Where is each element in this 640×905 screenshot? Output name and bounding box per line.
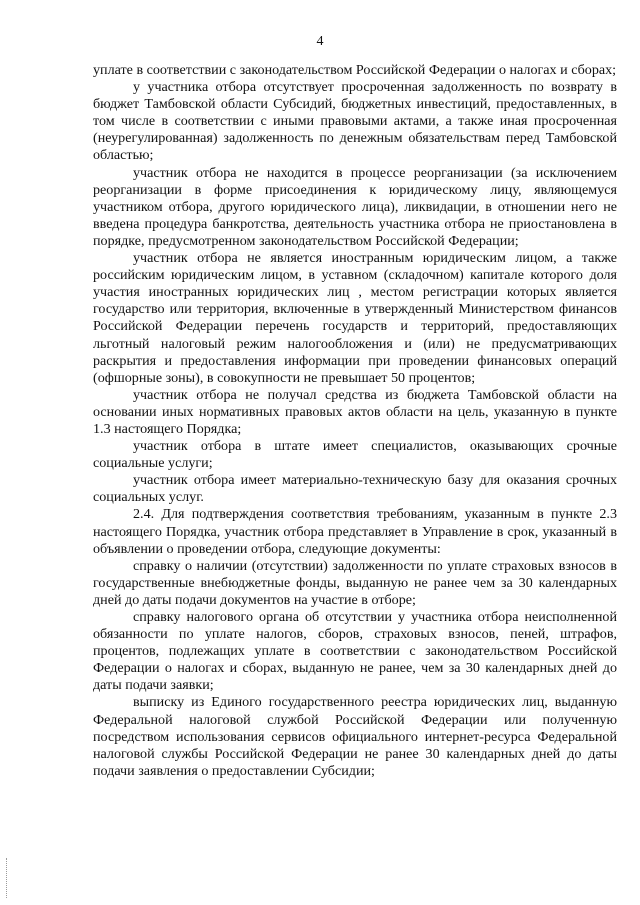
paragraph: справку о наличии (отсутствии) задолженности по уплате страховых взносов в государственные внебюджетные фонды, выданную не ранее чем за 30 календарных дней до даты подачи документов на участие в отборе;	[93, 557, 617, 608]
paragraph: выписку из Единого государственного реестра юридических лиц, выданную Федеральной налоговой службой Российской Федерации или полученную посредством использования сервисов официального интернет-ресурса Федеральной налоговой службы Российской Федерации не ранее 30 календарных дней до даты подачи заявления о предоставлении Субсидии;	[93, 694, 617, 779]
paragraph: справку налогового органа об отсутствии у участника отбора неисполненной обязанности по уплате налогов, сборов, страховых взносов, пеней, штрафов, процентов, подлежащих уплате в соответствии с законодательством Российской Федерации о налогах и сборах, выданную не ранее, чем за 30 календарных дней до даты подачи заявки;	[93, 609, 617, 694]
paragraph: у участника отбора отсутствует просроченная задолженность по возврату в бюджет Тамбовской области Субсидий, бюджетных инвестиций, предоставленных, в том числе в соответствии с иными правовыми актами, а также иная просроченная (неурегулированная) задолженность по денежным обязательствам перед Тамбовской областью;	[93, 79, 617, 164]
paragraph: участник отбора не получал средства из бюджета Тамбовской области на основании иных нормативных правовых актов области на цель, указанную в пункте 1.3 настоящего Порядка;	[93, 386, 617, 437]
paragraph: участник отбора имеет материально-техническую базу для оказания срочных социальных услуг.	[93, 472, 617, 506]
paragraph: участник отбора в штате имеет специалистов, оказывающих срочные социальные услуги;	[93, 438, 617, 472]
page-number: 4	[316, 34, 324, 49]
scan-margin-mark	[6, 858, 9, 898]
document-body	[93, 62, 617, 780]
paragraph: участник отбора не является иностранным юридическим лицом, а также российским юридическим лицом, в уставном (складочном) капитале которого доля участия иностранных юридических лиц , местом регистрации которых является государство или территория, включенные в утвержденный Министерством финансов Российской Федерации перечень государств и территорий, предоставляющих льготный налоговый режим налогообложения и (или) не предусматривающих раскрытия и предоставления информации при проведении финансовых операций (офшорные зоны), в совокупности не превышает 50 процентов;	[93, 250, 617, 386]
paragraph: участник отбора не находится в процессе реорганизации (за исключением реорганизации в форме присоединения к юридическому лицу, являющемуся участником отбора, другого юридического лица), ликвидации, в отношении него не введена процедура банкротства, деятельность участника отбора не приостановлена в порядке, предусмотренном законодательством Российской Федерации;	[93, 164, 617, 249]
paragraph: уплате в соответствии с законодательством Российской Федерации о налогах и сборах;	[93, 62, 617, 78]
paragraph: 2.4. Для подтверждения соответствия требованиям, указанным в пункте 2.3 настоящего Порядка, участник отбора представляет в Управление в срок, указанный в объявлении о проведении отбора, следующие документы:	[93, 506, 617, 557]
